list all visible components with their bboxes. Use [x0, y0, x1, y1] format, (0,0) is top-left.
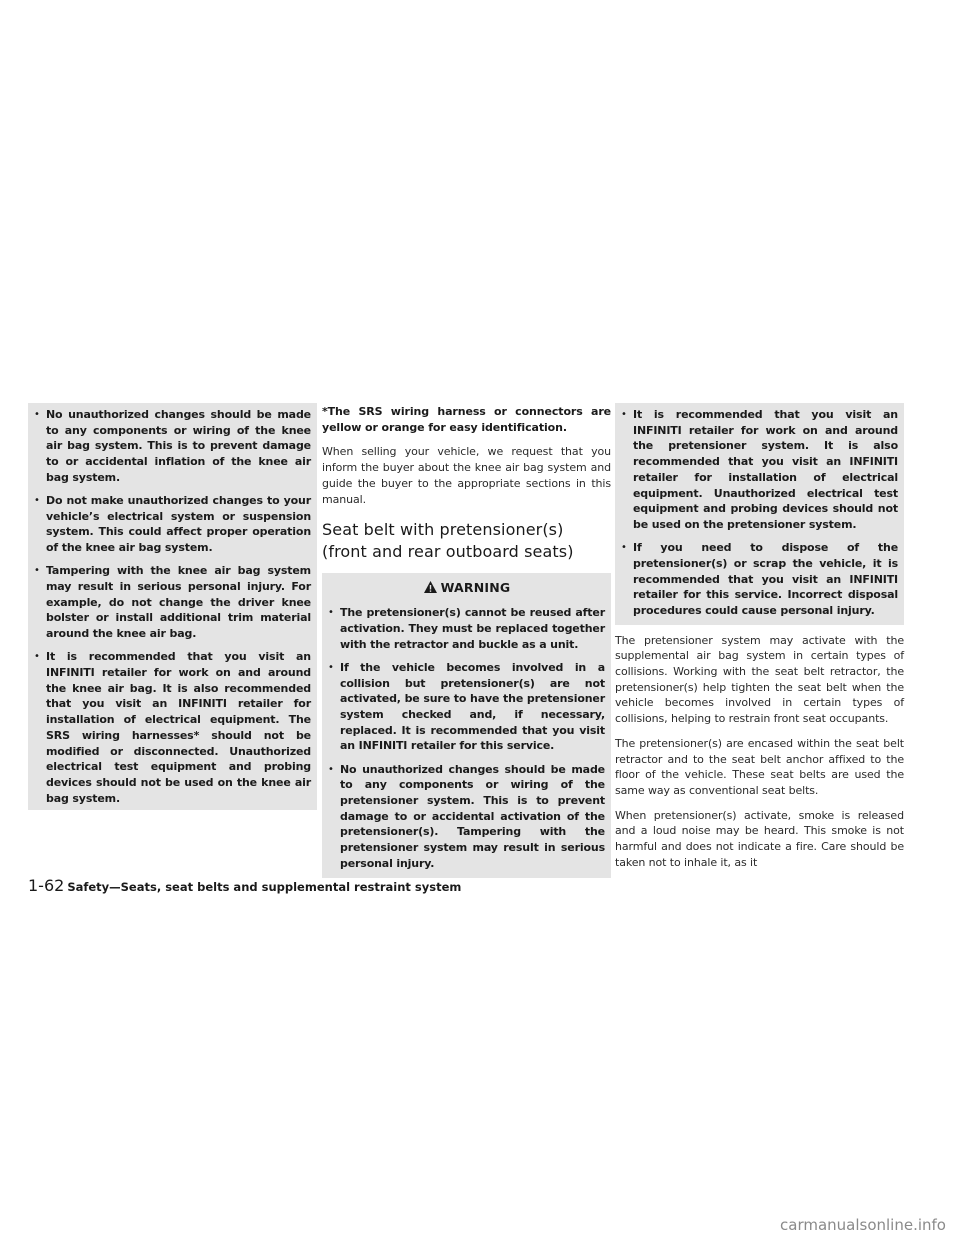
body-paragraph: The pretensioner system may activate with the supplemental air bag system in certain types of collisions. Working with the seat belt retractor, the pretensioner(s) help tighten the seat belt when the vehicle becomes involved in certain types of collisions, helping to restrain front seat occupants.: [615, 633, 904, 726]
page-footer: [28, 876, 461, 895]
warning-header: [328, 579, 605, 599]
section-heading: Seat belt with pretensioner(s) (front and rear outboard seats): [322, 520, 574, 562]
warning-list: [328, 605, 605, 871]
body-paragraph: The pretensioner(s) are encased within the seat belt retractor and to the seat belt anchor affixed to the floor of the vehicle. These seat belts are used the same way as conventional seat belts.: [615, 736, 904, 797]
warning-item: • Do not make unauthorized changes to your vehicle’s electrical system or suspension system. This could affect proper operation of the knee air bag system.: [34, 493, 311, 556]
warning-item: • Tampering with the knee air bag system may result in serious personal injury. For example, do not change the driver knee bolster or install additional trim material around the knee air bag.: [34, 563, 311, 642]
column-right: [615, 404, 904, 879]
warning-label: WARNING: [440, 580, 511, 596]
watermark: carmanualsonline.info: [780, 1216, 946, 1234]
selling-vehicle-paragraph: When selling your vehicle, we request that you inform the buyer about the knee air bag system and guide the buyer to the appropriate sections in this manual.: [322, 445, 611, 506]
warning-item: • The pretensioner(s) cannot be reused after activation. They must be replaced together with the retractor and buckle as a unit.: [328, 605, 605, 652]
warning-triangle-icon: [423, 580, 438, 599]
srs-wiring-note: *The SRS wiring harness or connectors are yellow or orange for easy identification.: [322, 405, 611, 434]
warning-item: • If you need to dispose of the pretensioner(s) or scrap the vehicle, it is recommended that you visit an INFINITI retailer for this service. Incorrect disposal procedures could cause personal injury.: [621, 540, 898, 619]
warning-item: • It is recommended that you visit an INFINITI retailer for work on and around the knee air bag. It is also recommended that you visit an INFINITI retailer for installation of electrical equipment. The SRS wiring harnesses* should not be modified or disconnected. Unauthorized electrical test equipment and probing devices should not be used on the knee air bag system.: [34, 649, 311, 806]
warning-box-knee-airbag: [28, 403, 317, 810]
warning-box-pretensioner-continued: [615, 403, 904, 625]
column-left: [28, 404, 317, 810]
body-paragraph: When pretensioner(s) activate, smoke is released and a loud noise may be heard. This smoke is not harmful and does not indicate a fire. Care should be taken not to inhale it, as it: [615, 808, 904, 869]
warning-item: • If the vehicle becomes involved in a collision but pretensioner(s) are not activated, be sure to have the pretensioner system checked and, if necessary, replaced. It is recommended that you visit an INFINITI retailer for this service.: [328, 660, 605, 754]
warning-box-pretensioner: [322, 573, 611, 878]
column-middle: [322, 404, 611, 878]
section-title: Safety—Seats, seat belts and supplemental restraint system: [67, 880, 462, 894]
warning-item: • No unauthorized changes should be made to any components or wiring of the pretensioner system. This is to prevent damage to or accidental activation of the pretensioner(s). Tampering with the pretensioner system may result in serious personal injury.: [328, 762, 605, 872]
warning-list: [621, 407, 898, 619]
warning-item: • It is recommended that you visit an INFINITI retailer for work on and around the pretensioner system. It is also recommended that you visit an INFINITI retailer for installation of electrical equipment. Unauthorized electrical test equipment and probing devices should not be used on the pretensioner system.: [621, 407, 898, 533]
warning-item: • No unauthorized changes should be made to any components or wiring of the knee air bag system. This is to prevent damage to or accidental inflation of the knee air bag system.: [34, 407, 311, 486]
page-number: 1-62: [28, 876, 65, 895]
warning-list: [34, 407, 311, 806]
